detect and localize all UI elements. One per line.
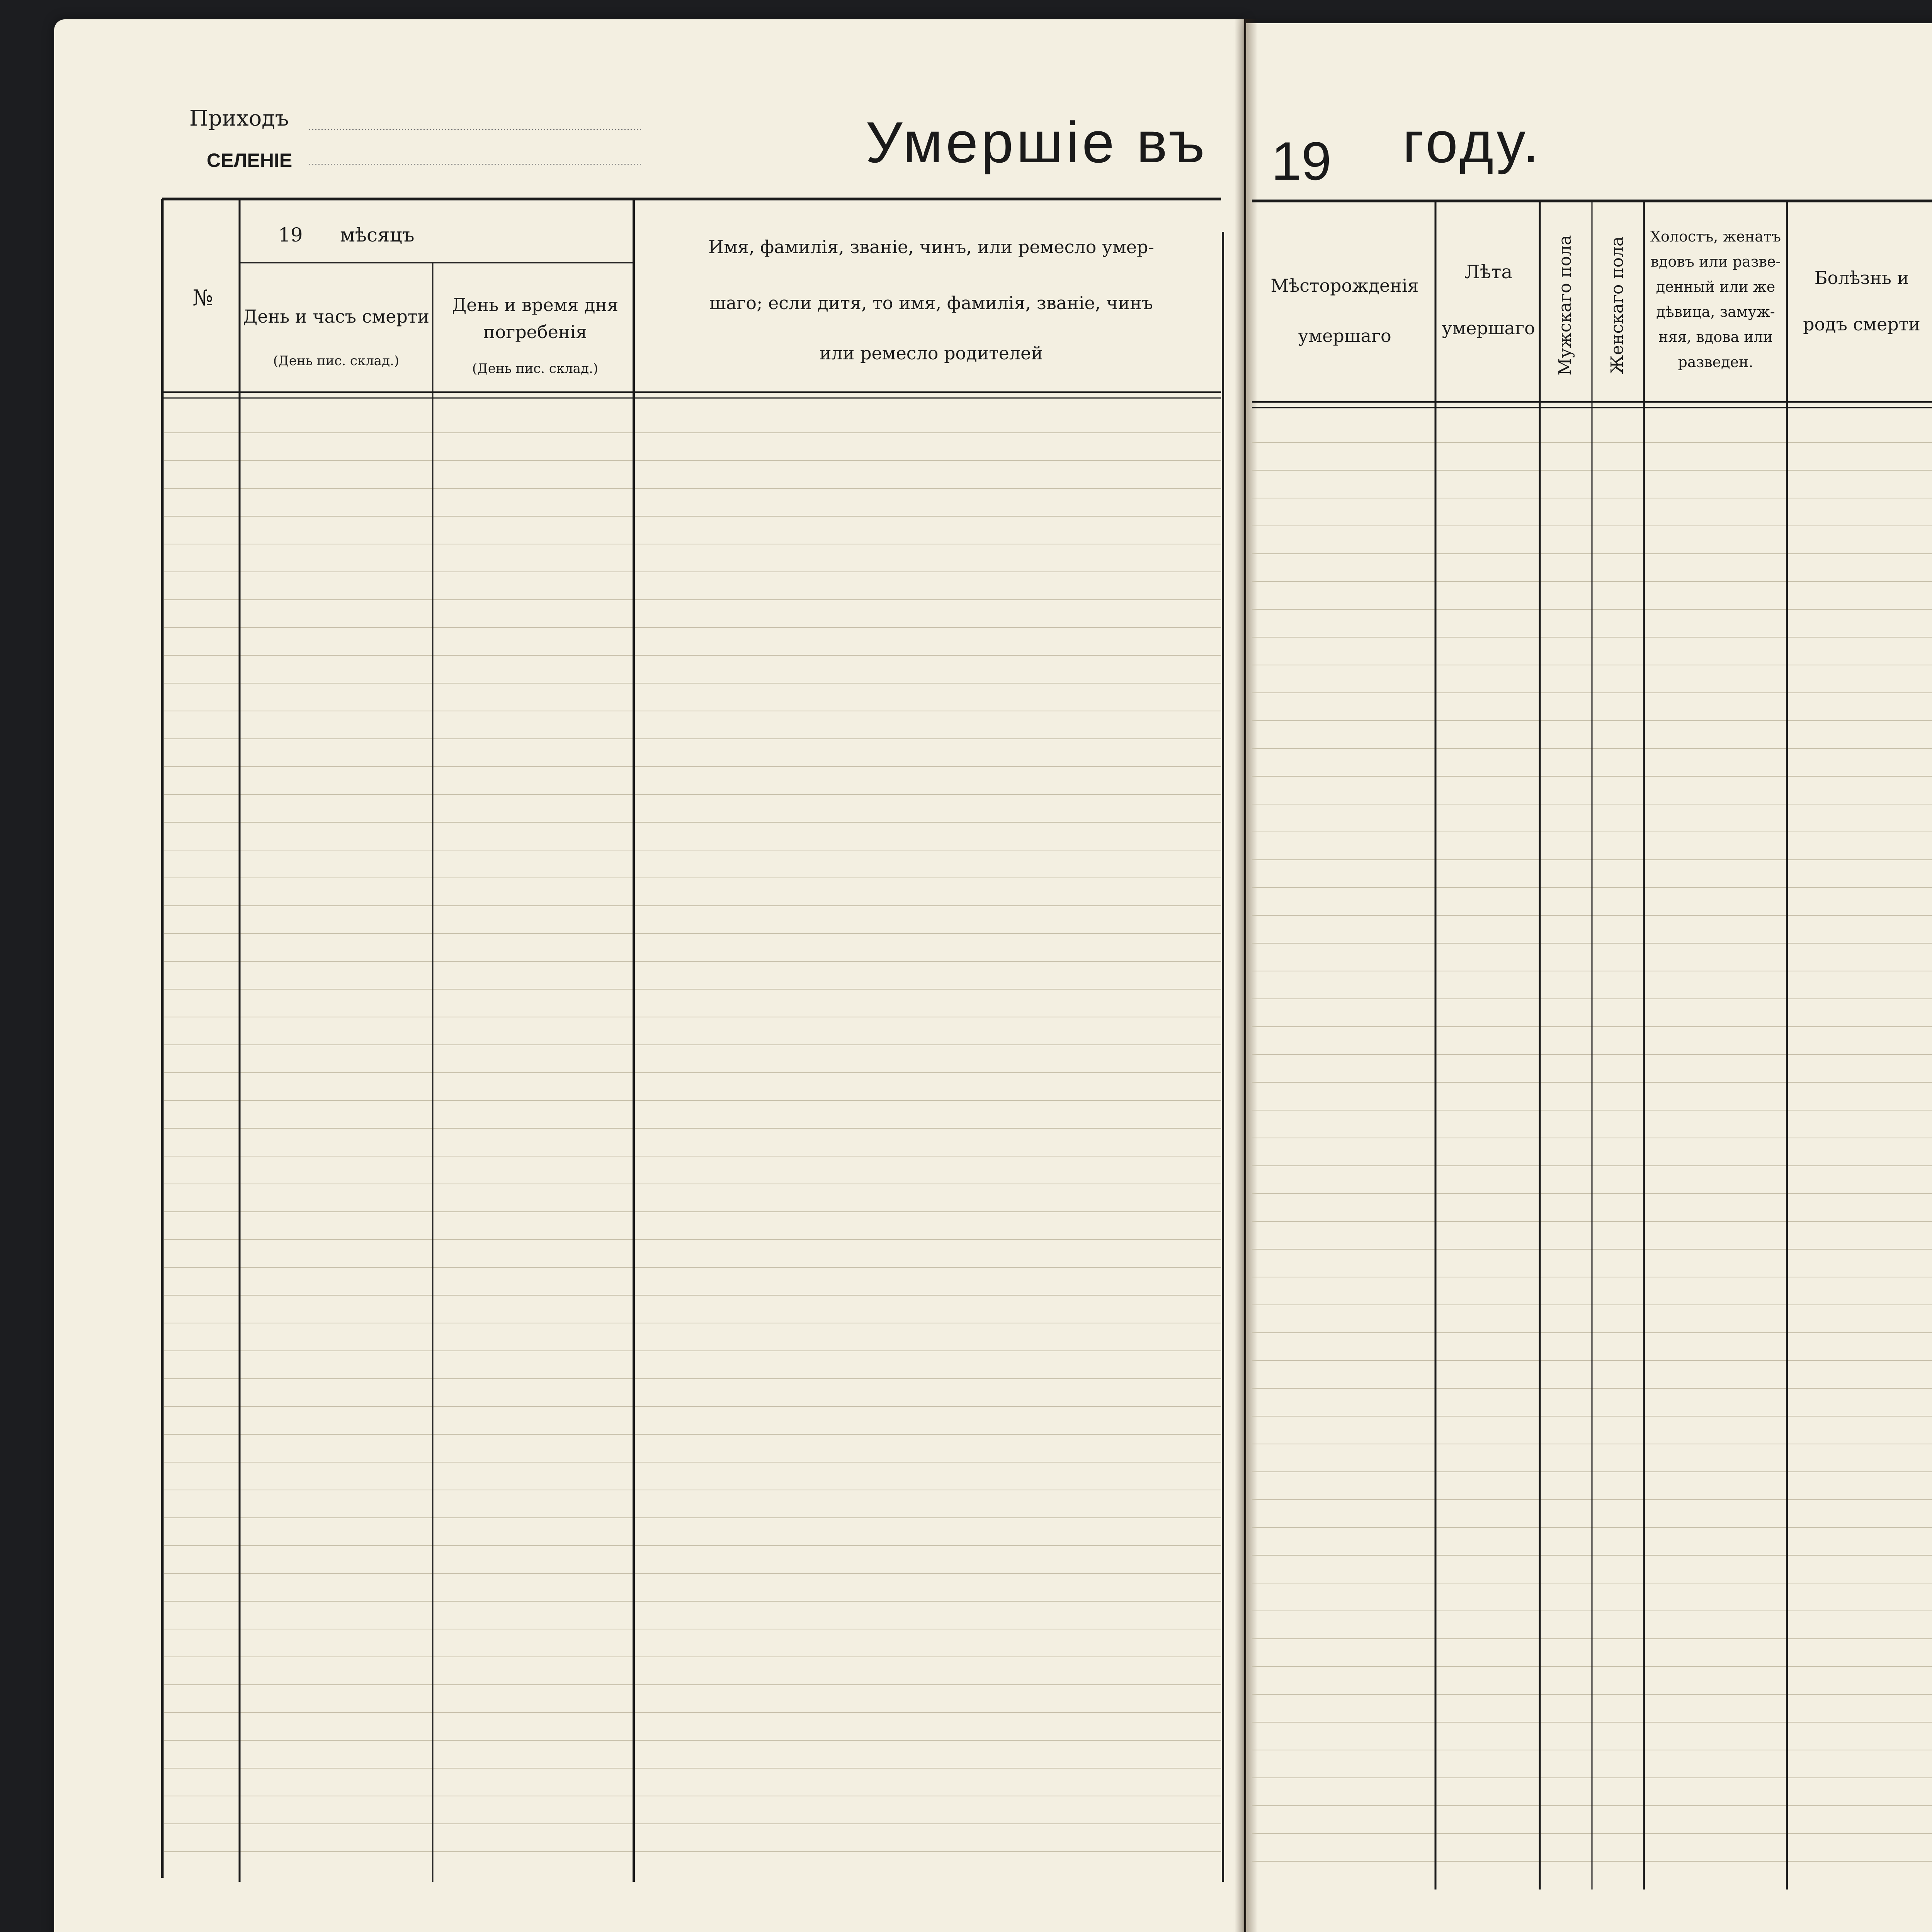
col-status-header-1: Холостъ, женатъ <box>1650 228 1781 245</box>
col-age-header-1: Лѣта <box>1464 261 1513 283</box>
col-status-header-3: денный или же <box>1656 278 1776 295</box>
col-name-header-3: или ремесло родителей <box>819 343 1043 364</box>
col-number-header: № <box>192 286 213 311</box>
col-status-header-2: вдовъ или разве- <box>1650 253 1781 270</box>
month-group-year: 19 <box>278 224 303 246</box>
col-male-header: Мужскаго пола <box>1555 235 1575 376</box>
col-death-header: День и часъ смерти <box>243 306 430 327</box>
title-year: 19 <box>1271 131 1332 191</box>
col-status-header-6: разведен. <box>1678 354 1753 371</box>
col-burial-header-1: День и время дня <box>452 294 619 315</box>
col-name-header-2: шаго; если дитя, то имя, фамилія, званіе, чинъ <box>709 293 1153 313</box>
title-year-suffix: году. <box>1403 110 1542 175</box>
col-illness-header-1: Болѣзнь и <box>1814 267 1909 288</box>
col-illness-header-2: родъ смерти <box>1803 314 1920 335</box>
col-female-header: Женскаго пола <box>1607 236 1627 374</box>
col-burial-header-2: погребенія <box>483 321 587 342</box>
page-title: Умершіе въ <box>866 110 1208 175</box>
col-status-header-5: няя, вдова или <box>1658 328 1773 345</box>
col-status-header-4: дѣвица, замуж- <box>1656 303 1775 320</box>
month-group-label: мѣсяцъ <box>340 224 415 246</box>
col-birthplace-header-2: умершаго <box>1298 325 1391 346</box>
ruled-rows-left <box>164 433 1221 1852</box>
col-burial-subheader: (День пис. склад.) <box>472 361 599 376</box>
col-birthplace-header-1: Мѣсторожденія <box>1270 275 1419 296</box>
col-name-header-1: Имя, фамилія, званіе, чинъ, или ремесло умер- <box>708 236 1154 257</box>
col-death-subheader: (День пис. склад.) <box>273 353 400 369</box>
col-age-header-2: умершаго <box>1442 318 1535 338</box>
village-label: СЕЛЕНІЕ <box>207 150 293 171</box>
parish-label: Приходъ <box>189 106 289 131</box>
